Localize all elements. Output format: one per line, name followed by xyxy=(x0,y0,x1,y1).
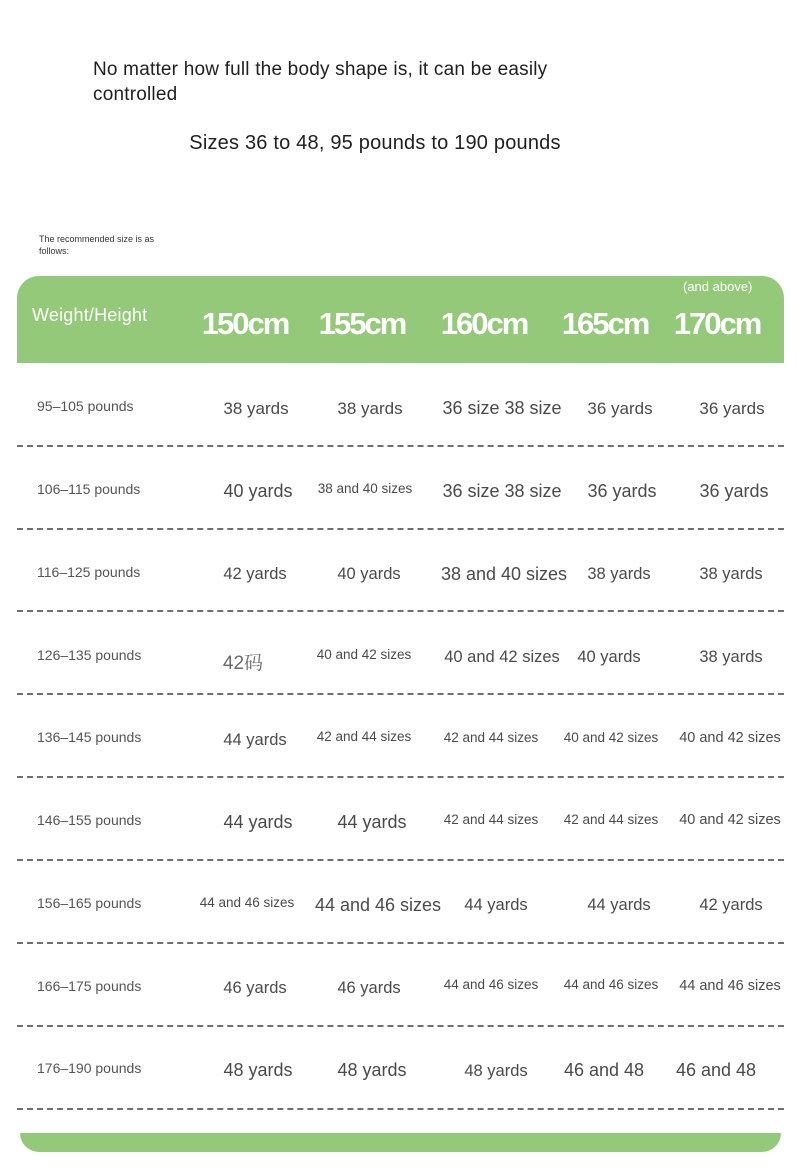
size-cell: 40 and 42 sizes xyxy=(316,647,412,662)
weight-label: 166–175 pounds xyxy=(37,978,142,994)
row-divider xyxy=(17,1108,784,1110)
height-header-155: 155cm xyxy=(318,306,406,341)
size-cell: 36 yards xyxy=(587,399,653,418)
size-cell: 36 size 38 size xyxy=(442,481,562,501)
size-cell: 42码 xyxy=(222,653,264,674)
size-cell: 44 and 46 sizes xyxy=(314,895,442,915)
and-above-note: (and above) xyxy=(683,279,753,294)
size-cell: 44 yards xyxy=(587,896,651,914)
weight-label: 136–145 pounds xyxy=(37,729,142,745)
size-cell: 44 and 46 sizes xyxy=(443,977,539,992)
recommendation-note xyxy=(39,233,199,257)
weight-label: 95–105 pounds xyxy=(37,398,134,414)
size-cell: 46 yards xyxy=(223,979,287,997)
size-cell: 40 yards xyxy=(223,481,293,501)
size-cell: 36 yards xyxy=(587,481,657,501)
size-cell: 48 yards xyxy=(223,1060,293,1080)
size-cell: 36 yards xyxy=(699,399,765,418)
size-cell: 40 and 42 sizes xyxy=(679,730,781,746)
weight-label: 116–125 pounds xyxy=(37,564,141,580)
weight-label: 126–135 pounds xyxy=(37,647,142,663)
note-line-2: follows: xyxy=(39,246,70,256)
note-line-1: The recommended size is as xyxy=(39,234,155,244)
size-cell: 38 yards xyxy=(699,565,763,583)
size-cell: 42 and 44 sizes xyxy=(443,812,539,827)
size-cell: 42 and 44 sizes xyxy=(443,730,539,745)
size-cell: 42 and 44 sizes xyxy=(563,812,659,827)
corner-label: Weight/Height xyxy=(32,305,148,325)
height-header-150: 150cm xyxy=(201,306,289,341)
size-cell: 40 yards xyxy=(337,565,401,583)
size-range-text: Sizes 36 to 48, 95 pounds to 190 pounds xyxy=(189,132,561,154)
row-divider xyxy=(17,942,784,944)
row-divider xyxy=(17,528,784,530)
row-divider xyxy=(17,445,784,447)
size-cell: 42 yards xyxy=(699,896,763,914)
size-cell: 44 and 46 sizes xyxy=(563,977,659,992)
size-cell: 40 and 42 sizes xyxy=(679,812,781,828)
height-header-160: 160cm xyxy=(440,306,528,341)
height-header-170: 170cm xyxy=(673,306,761,341)
size-cell: 38 and 40 sizes xyxy=(317,481,413,496)
size-cell: 44 and 46 sizes xyxy=(679,978,781,994)
size-cell: 38 yards xyxy=(223,399,289,418)
size-cell: 36 size 38 size xyxy=(442,398,562,418)
weight-label: 156–165 pounds xyxy=(37,895,142,911)
intro-line-2: controlled xyxy=(93,84,178,105)
table-footer-bar xyxy=(20,1133,781,1152)
weight-label: 146–155 pounds xyxy=(37,812,142,828)
size-cell: 44 yards xyxy=(464,896,528,914)
intro-line-1: No matter how full the body shape is, it can be easily xyxy=(93,59,548,80)
size-cell: 40 and 42 sizes xyxy=(444,648,560,666)
size-cell: 40 and 42 sizes xyxy=(563,730,659,745)
size-cell: 40 yards xyxy=(577,648,641,666)
row-divider xyxy=(17,1025,784,1027)
size-cell: 48 yards xyxy=(337,1060,407,1080)
size-cell: 38 yards xyxy=(587,565,651,583)
size-cell: 44 and 46 sizes xyxy=(199,895,295,910)
size-cell: 42 and 44 sizes xyxy=(316,729,412,744)
size-cell: 38 yards xyxy=(337,399,403,418)
size-cell: 42 yards xyxy=(223,565,287,583)
weight-label: 176–190 pounds xyxy=(37,1060,142,1076)
row-divider xyxy=(17,859,784,861)
size-cell: 46 and 48 xyxy=(675,1060,757,1080)
size-cell: 46 yards xyxy=(337,979,401,997)
size-cell: 44 yards xyxy=(223,812,293,832)
size-cell: 46 and 48 xyxy=(563,1060,645,1080)
height-header-165: 165cm xyxy=(561,306,649,341)
size-cell: 44 yards xyxy=(223,731,287,749)
row-divider xyxy=(17,776,784,778)
size-cell: 38 yards xyxy=(699,648,763,666)
row-divider xyxy=(17,693,784,695)
weight-label: 106–115 pounds xyxy=(37,481,141,497)
size-cell: 48 yards xyxy=(464,1062,528,1080)
size-cell: 38 and 40 sizes xyxy=(440,564,568,584)
row-divider xyxy=(17,610,784,612)
size-cell: 36 yards xyxy=(699,481,769,501)
size-cell: 44 yards xyxy=(337,812,407,832)
